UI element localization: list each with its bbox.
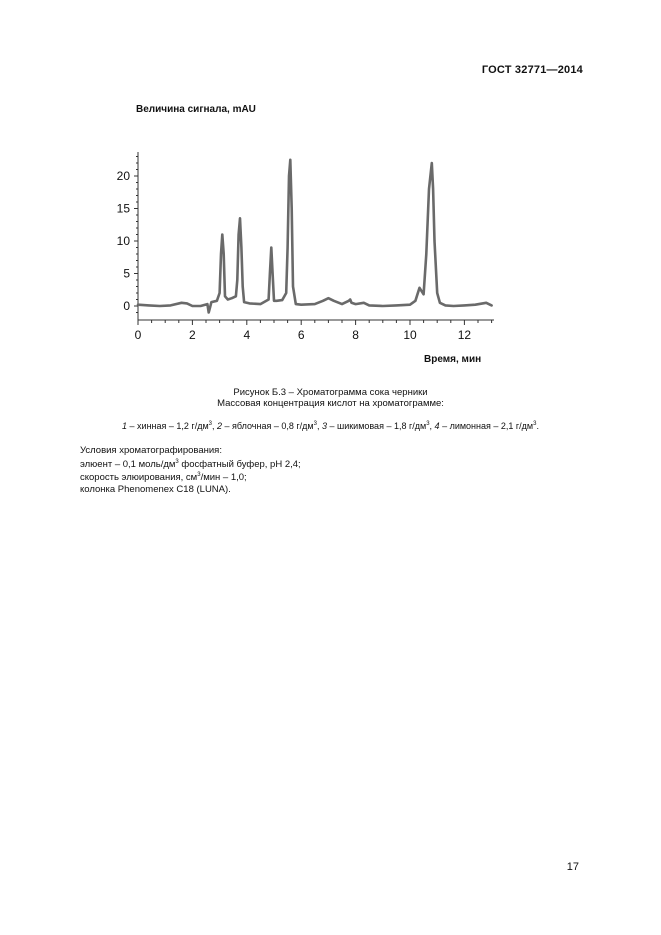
legend-item-2 (217, 421, 322, 431)
x-tick-label: 4 (243, 328, 251, 342)
figure-subcaption: Массовая концентрация кислот на хроматограмме: (217, 398, 444, 409)
legend-num: 2 (217, 421, 223, 431)
legend-num: 1 (122, 421, 128, 431)
figure-caption: Рисунок Б.3 – Хроматограмма сока черники (233, 387, 428, 398)
y-tick-label: 5 (123, 266, 130, 281)
legend-text: – хинная – 1,2 г/дм (127, 421, 209, 431)
legend-sep: , (316, 421, 322, 431)
legend-sep: , (211, 421, 217, 431)
chromatogram-chart (0, 0, 661, 380)
y-tick-label: 0 (123, 299, 130, 313)
acid-legend (0, 421, 661, 431)
legend-text: – шикимовая – 1,8 г/дм (326, 421, 427, 431)
x-tick-label: 10 (403, 328, 417, 342)
legend-sep: , (429, 421, 435, 431)
x-tick-label: 8 (352, 328, 359, 342)
x-tick-label: 6 (297, 328, 305, 342)
y-ticks (117, 157, 138, 314)
y-axis-title: Величина сигнала, mAU (136, 104, 256, 115)
legend-num: 3 (321, 421, 327, 431)
eluent-sup: 3 (175, 458, 179, 465)
legend-text: – яблочная – 0,8 г/дм (222, 421, 314, 431)
chromatography-conditions (80, 445, 301, 495)
y-tick-label: 20 (116, 169, 130, 183)
legend-sup: 3 (313, 421, 317, 427)
x-tick-label: 2 (189, 328, 196, 342)
legend-item-1 (122, 421, 217, 431)
eluent-text: элюент – 0,1 моль/дм (80, 458, 176, 470)
speed-sup: 3 (197, 472, 201, 479)
x-tick-label: 12 (457, 328, 472, 342)
legend-sup: 3 (426, 421, 430, 427)
legend-sup: 3 (208, 421, 212, 427)
conditions-title: Условия хроматографирования: (80, 445, 222, 456)
x-axis-title: Время, мин (424, 354, 482, 365)
x-ticks (135, 320, 492, 342)
legend-num: 4 (434, 421, 440, 431)
legend-text: – лимонная – 2,1 г/дм (439, 421, 534, 431)
speed-line (80, 470, 301, 484)
speed-text: скорость элюирования, см (80, 472, 198, 484)
legend-item-4 (435, 421, 539, 431)
column-line: колонка Phenomenex C18 (LUNA). (80, 483, 231, 495)
y-tick-label: 10 (116, 234, 130, 248)
eluent-line (80, 457, 301, 471)
chromatogram-series-line-1 (138, 160, 492, 313)
standard-code: ГОСТ 32771—2014 (481, 64, 583, 76)
page-number: 17 (566, 861, 579, 873)
series-layer (138, 160, 492, 313)
y-tick-label: 15 (116, 201, 130, 216)
legend-sep: . (536, 421, 539, 431)
x-tick-label: 0 (134, 328, 142, 342)
speed-text-end: /мин – 1,0; (200, 472, 247, 484)
eluent-text-end: фосфатный буфер, рН 2,4; (178, 458, 301, 470)
legend-item-3 (322, 421, 435, 431)
legend-sup: 3 (533, 421, 537, 427)
